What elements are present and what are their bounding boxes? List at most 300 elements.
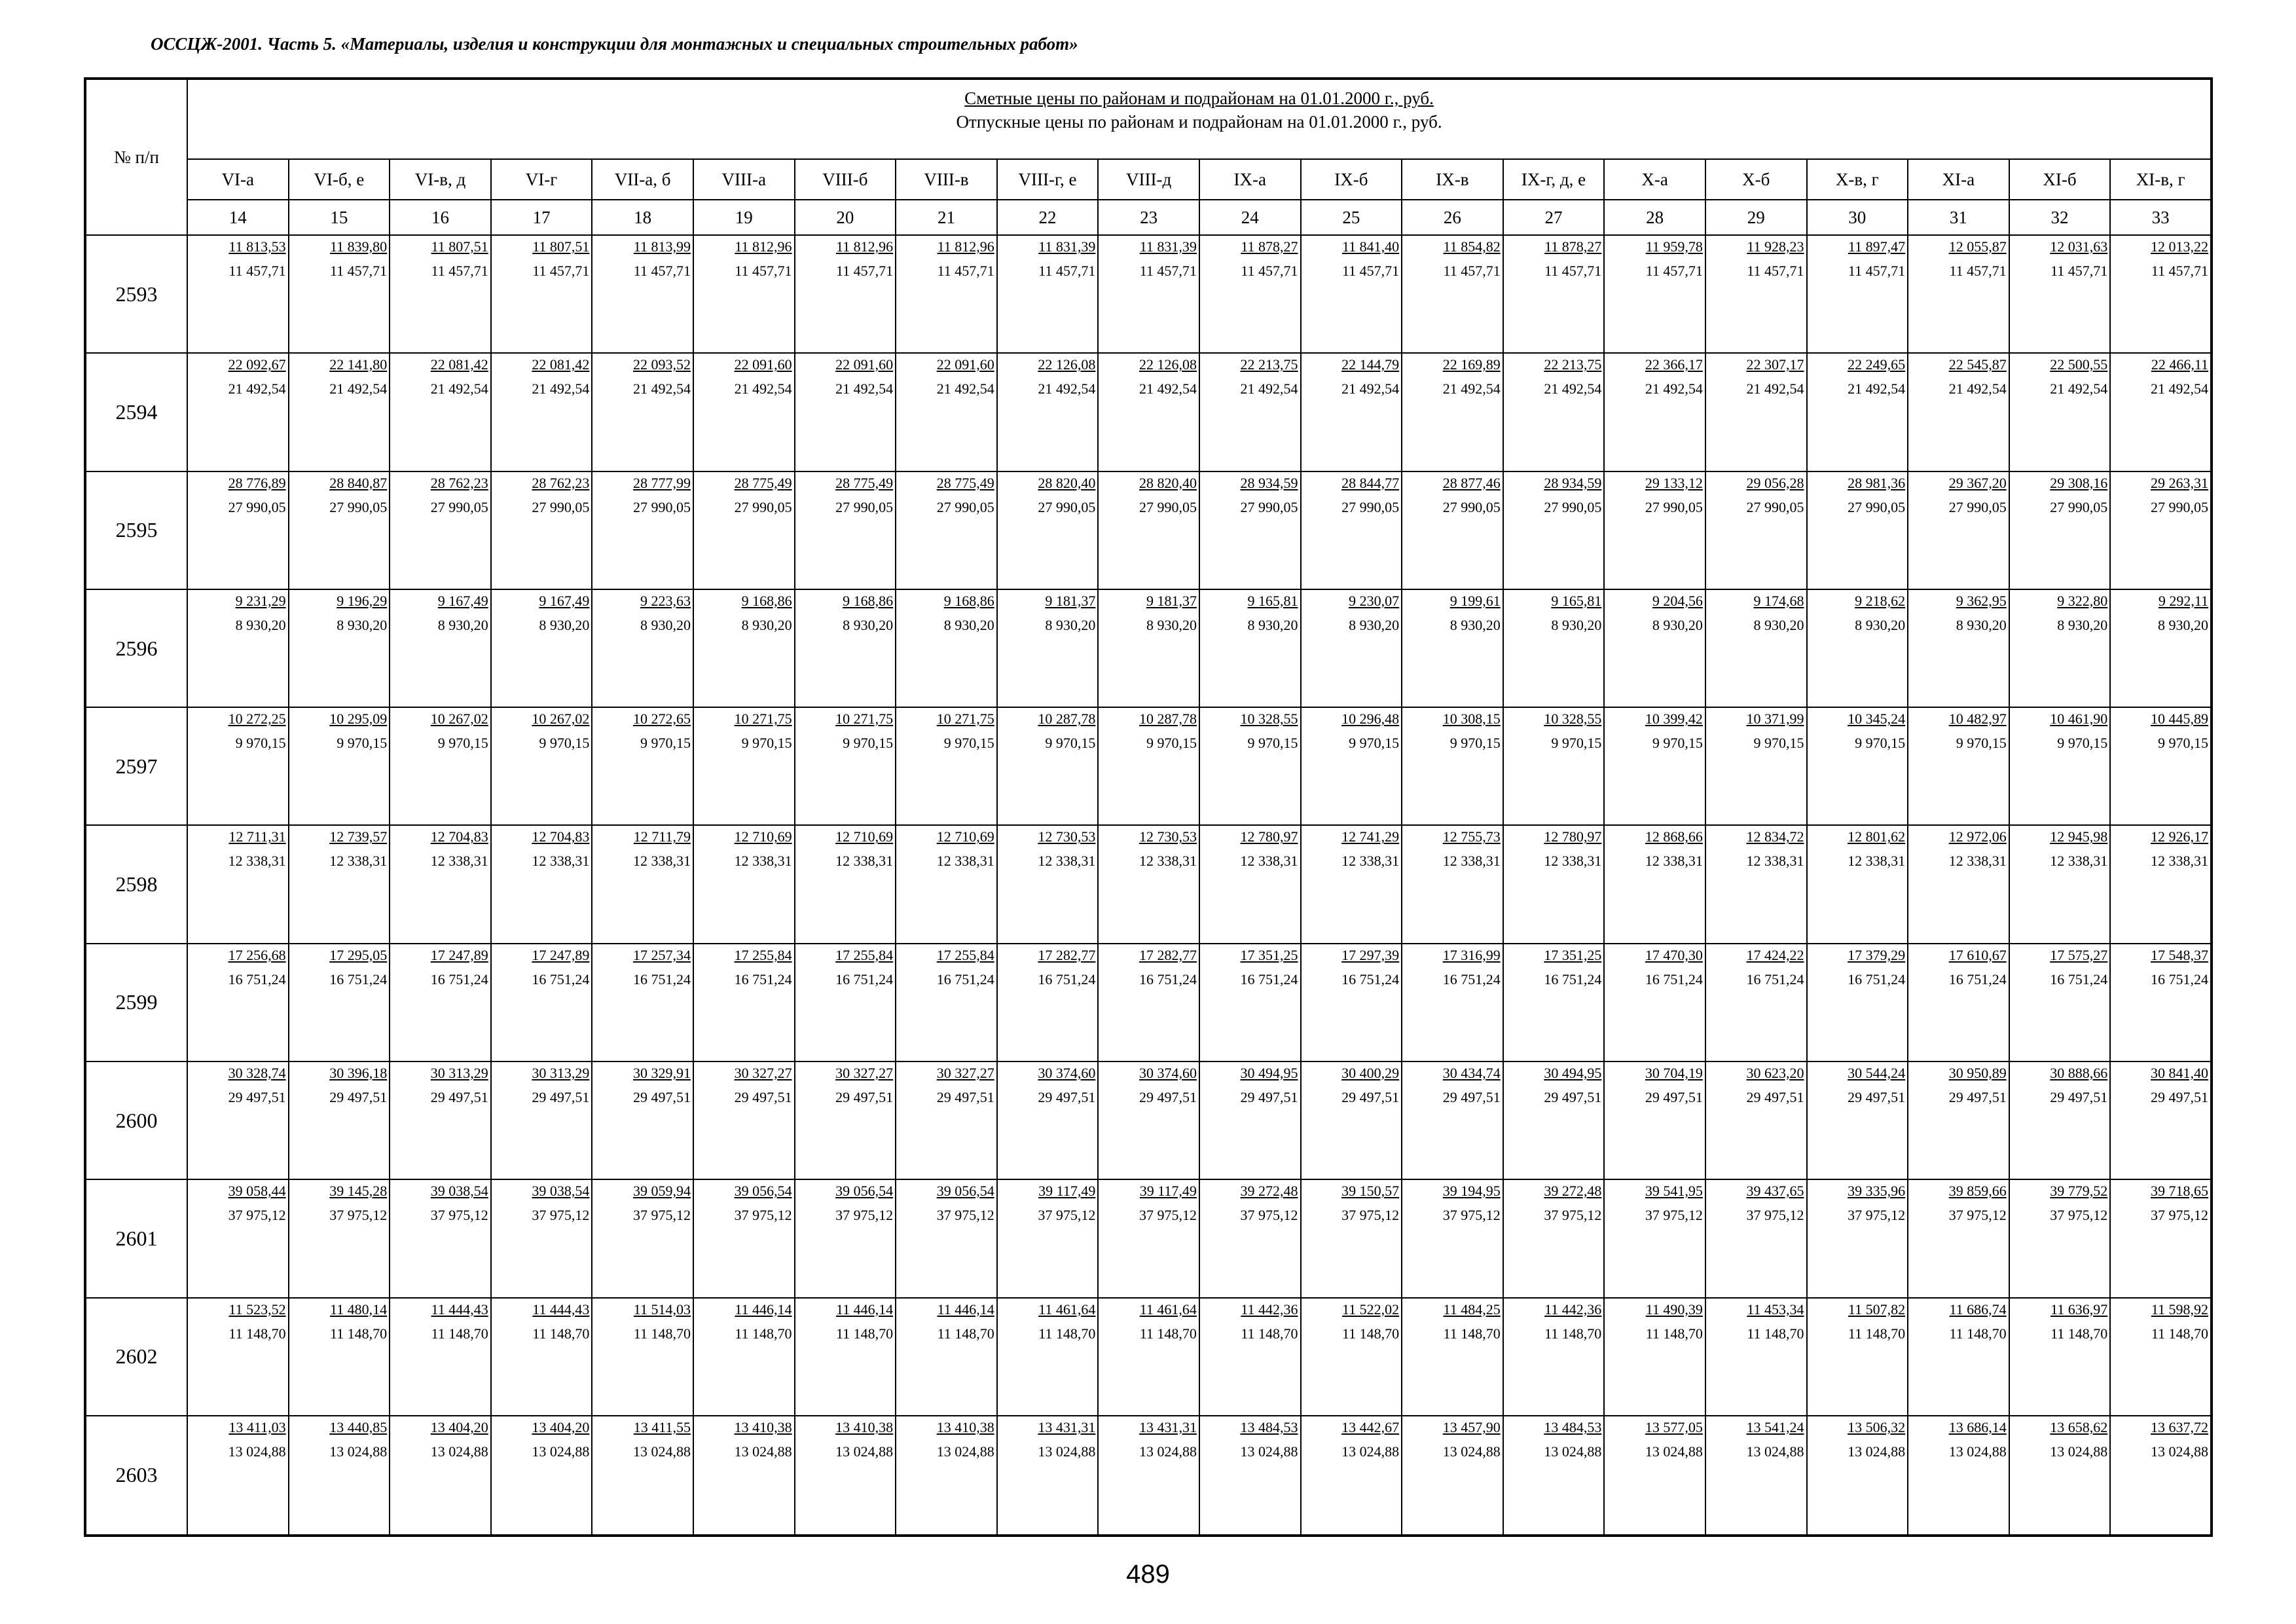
release-price: 11 148,70 bbox=[1848, 1325, 1906, 1342]
release-price: 29 497,51 bbox=[936, 1089, 994, 1106]
release-price: 8 930,20 bbox=[640, 616, 691, 633]
zone-header: VI-а bbox=[187, 159, 289, 200]
estimate-price: 17 379,29 bbox=[1848, 946, 1906, 963]
price-cell bbox=[592, 944, 693, 1061]
estimate-price: 39 056,54 bbox=[734, 1183, 792, 1200]
estimate-price: 30 328,74 bbox=[228, 1065, 286, 1082]
price-cell bbox=[2110, 707, 2212, 825]
zone-header: IX-а bbox=[1199, 159, 1301, 200]
column-number: 24 bbox=[1199, 200, 1301, 235]
release-price: 29 497,51 bbox=[1139, 1089, 1197, 1106]
price-cell bbox=[1807, 707, 1908, 825]
estimate-price: 11 444,43 bbox=[532, 1301, 590, 1318]
zone-header: VIII-в bbox=[896, 159, 997, 200]
estimate-price: 30 374,60 bbox=[1038, 1065, 1096, 1082]
release-price: 13 024,88 bbox=[1139, 1443, 1197, 1460]
price-cell bbox=[693, 471, 795, 589]
release-price: 9 970,15 bbox=[1449, 735, 1501, 752]
release-price: 11 148,70 bbox=[228, 1325, 286, 1342]
release-price: 27 990,05 bbox=[228, 498, 286, 515]
release-price: 11 148,70 bbox=[937, 1325, 994, 1342]
release-price: 37 975,12 bbox=[1139, 1207, 1197, 1224]
price-cell bbox=[1098, 1416, 1199, 1536]
estimate-price: 17 351,25 bbox=[1544, 946, 1602, 963]
table-caption bbox=[187, 79, 2212, 159]
price-cell bbox=[1199, 471, 1301, 589]
price-cell bbox=[795, 1416, 896, 1536]
price-cell bbox=[390, 353, 491, 471]
estimate-price: 39 437,65 bbox=[1746, 1183, 1804, 1200]
zone-header: XI-в, г bbox=[2110, 159, 2212, 200]
price-cell bbox=[1503, 589, 1605, 707]
release-price: 29 497,51 bbox=[1341, 1089, 1400, 1106]
release-price: 11 457,71 bbox=[431, 263, 488, 279]
price-cell bbox=[592, 235, 693, 353]
estimate-price: 17 247,89 bbox=[532, 946, 590, 963]
release-price: 11 457,71 bbox=[1747, 263, 1804, 279]
table-row bbox=[85, 707, 2212, 825]
price-cell bbox=[1402, 235, 1503, 353]
price-cell bbox=[1503, 1298, 1605, 1416]
price-cell bbox=[1908, 825, 2009, 943]
release-price: 37 975,12 bbox=[430, 1207, 488, 1224]
estimate-price: 9 168,86 bbox=[943, 592, 994, 609]
price-cell bbox=[2110, 1298, 2212, 1416]
release-price: 13 024,88 bbox=[1544, 1443, 1602, 1460]
release-price: 8 930,20 bbox=[337, 616, 388, 633]
release-price: 27 990,05 bbox=[1038, 498, 1096, 515]
price-cell bbox=[1908, 1179, 2009, 1297]
price-cell bbox=[795, 471, 896, 589]
table-row bbox=[85, 944, 2212, 1061]
price-cell bbox=[997, 1298, 1099, 1416]
estimate-price: 30 400,29 bbox=[1341, 1065, 1400, 1082]
release-price: 16 751,24 bbox=[2050, 970, 2108, 987]
price-cell bbox=[1908, 944, 2009, 1061]
price-cell bbox=[896, 1416, 997, 1536]
release-price: 12 338,31 bbox=[1544, 853, 1602, 870]
estimate-price: 9 292,11 bbox=[2158, 592, 2209, 609]
price-cell bbox=[187, 1061, 289, 1179]
price-cell bbox=[1908, 1298, 2009, 1416]
estimate-price: 13 484,53 bbox=[1240, 1418, 1298, 1435]
release-price: 16 751,24 bbox=[329, 970, 388, 987]
release-price: 13 024,88 bbox=[632, 1443, 691, 1460]
estimate-price: 13 411,03 bbox=[228, 1418, 286, 1435]
estimate-price: 22 141,80 bbox=[329, 356, 388, 373]
price-cell bbox=[390, 471, 491, 589]
estimate-price: 22 081,42 bbox=[532, 356, 590, 373]
release-price: 9 970,15 bbox=[539, 735, 590, 752]
price-cell bbox=[997, 1416, 1099, 1536]
price-cell bbox=[1402, 353, 1503, 471]
release-price: 12 338,31 bbox=[2151, 853, 2209, 870]
release-price: 29 497,51 bbox=[734, 1089, 792, 1106]
release-price: 11 148,70 bbox=[1241, 1325, 1298, 1342]
price-cell bbox=[1098, 1061, 1199, 1179]
estimate-price: 30 623,20 bbox=[1746, 1065, 1804, 1082]
estimate-price: 9 168,86 bbox=[843, 592, 894, 609]
release-price: 11 457,71 bbox=[1341, 263, 1400, 279]
release-price: 12 338,31 bbox=[329, 853, 388, 870]
release-price: 16 751,24 bbox=[430, 970, 488, 987]
release-price: 37 975,12 bbox=[835, 1207, 894, 1224]
row-number: 2601 bbox=[85, 1179, 187, 1297]
price-cell bbox=[592, 1416, 693, 1536]
release-price: 37 975,12 bbox=[1442, 1207, 1501, 1224]
price-cell bbox=[491, 1416, 592, 1536]
price-cell bbox=[2009, 353, 2111, 471]
release-price: 8 930,20 bbox=[539, 616, 590, 633]
price-cell bbox=[997, 589, 1099, 707]
release-price: 29 497,51 bbox=[2151, 1089, 2209, 1106]
price-cell bbox=[491, 1179, 592, 1297]
document-header: ОССЦЖ-2001. Часть 5. «Материалы, изделия и конструкции для монтажных и специальных строительных работ» bbox=[151, 34, 1078, 54]
price-cell bbox=[1402, 589, 1503, 707]
price-cell bbox=[997, 471, 1099, 589]
estimate-price: 30 327,27 bbox=[734, 1065, 792, 1082]
estimate-price: 12 711,79 bbox=[633, 828, 691, 845]
estimate-price: 11 841,40 bbox=[1341, 238, 1400, 255]
price-cell bbox=[997, 825, 1099, 943]
release-price: 16 751,24 bbox=[1544, 970, 1602, 987]
estimate-price: 29 263,31 bbox=[2151, 474, 2209, 491]
price-cell bbox=[896, 1179, 997, 1297]
estimate-price: 10 271,75 bbox=[936, 710, 994, 728]
estimate-price: 10 371,99 bbox=[1746, 710, 1804, 728]
caption-row bbox=[85, 79, 2212, 159]
release-price: 11 457,71 bbox=[228, 263, 286, 279]
estimate-price: 11 444,43 bbox=[431, 1301, 488, 1318]
column-number: 32 bbox=[2009, 200, 2111, 235]
estimate-price: 12 780,97 bbox=[1240, 828, 1298, 845]
release-price: 21 492,54 bbox=[329, 380, 388, 397]
estimate-price: 39 056,54 bbox=[835, 1183, 894, 1200]
estimate-price: 11 636,97 bbox=[2050, 1301, 2108, 1318]
price-cell bbox=[896, 1061, 997, 1179]
price-cell bbox=[289, 825, 390, 943]
price-cell bbox=[997, 353, 1099, 471]
price-cell bbox=[795, 1298, 896, 1416]
price-cell bbox=[1098, 825, 1199, 943]
price-cell bbox=[1705, 353, 1807, 471]
price-cell bbox=[1402, 1298, 1503, 1416]
estimate-price: 30 950,89 bbox=[1948, 1065, 2007, 1082]
release-price: 21 492,54 bbox=[1442, 380, 1501, 397]
release-price: 12 338,31 bbox=[2050, 853, 2108, 870]
release-price: 11 457,71 bbox=[1544, 263, 1602, 279]
release-price: 11 148,70 bbox=[1139, 1325, 1197, 1342]
release-price: 11 148,70 bbox=[2151, 1325, 2209, 1342]
release-price: 11 148,70 bbox=[735, 1325, 792, 1342]
zone-header: X-в, г bbox=[1807, 159, 1908, 200]
price-cell bbox=[2110, 1061, 2212, 1179]
price-cell bbox=[693, 944, 795, 1061]
release-price: 12 338,31 bbox=[228, 853, 286, 870]
estimate-price: 39 056,54 bbox=[936, 1183, 994, 1200]
price-cell bbox=[592, 471, 693, 589]
release-price: 21 492,54 bbox=[2050, 380, 2108, 397]
release-price: 27 990,05 bbox=[329, 498, 388, 515]
release-price: 21 492,54 bbox=[1139, 380, 1197, 397]
table-row bbox=[85, 471, 2212, 589]
release-price: 21 492,54 bbox=[1240, 380, 1298, 397]
release-price: 27 990,05 bbox=[430, 498, 488, 515]
price-cell bbox=[693, 1298, 795, 1416]
release-price: 11 148,70 bbox=[330, 1325, 388, 1342]
estimate-price: 10 296,48 bbox=[1341, 710, 1400, 728]
price-cell bbox=[1705, 944, 1807, 1061]
price-cell bbox=[491, 1298, 592, 1416]
row-number: 2603 bbox=[85, 1416, 187, 1536]
price-cell bbox=[1402, 471, 1503, 589]
zone-header: VI-б, е bbox=[289, 159, 390, 200]
estimate-price: 22 126,08 bbox=[1139, 356, 1197, 373]
estimate-price: 30 374,60 bbox=[1139, 1065, 1197, 1082]
estimate-price: 39 779,52 bbox=[2050, 1183, 2108, 1200]
estimate-price: 12 780,97 bbox=[1544, 828, 1602, 845]
release-price: 16 751,24 bbox=[532, 970, 590, 987]
release-price: 9 970,15 bbox=[943, 735, 994, 752]
release-price: 16 751,24 bbox=[1442, 970, 1501, 987]
price-cell bbox=[1503, 707, 1605, 825]
estimate-price: 10 271,75 bbox=[734, 710, 792, 728]
price-cell bbox=[693, 1416, 795, 1536]
estimate-price: 12 926,17 bbox=[2151, 828, 2209, 845]
estimate-price: 11 598,92 bbox=[2151, 1301, 2209, 1318]
release-price: 12 338,31 bbox=[1848, 853, 1906, 870]
estimate-price: 11 522,02 bbox=[1341, 1301, 1400, 1318]
release-price: 12 338,31 bbox=[532, 853, 590, 870]
price-cell bbox=[1402, 707, 1503, 825]
price-cell bbox=[693, 353, 795, 471]
release-price: 12 338,31 bbox=[1746, 853, 1804, 870]
price-cell bbox=[1807, 1179, 1908, 1297]
release-price: 37 975,12 bbox=[329, 1207, 388, 1224]
estimate-price: 39 541,95 bbox=[1645, 1183, 1703, 1200]
release-price: 8 930,20 bbox=[1753, 616, 1804, 633]
price-cell bbox=[390, 944, 491, 1061]
release-price: 37 975,12 bbox=[1948, 1207, 2007, 1224]
price-cell bbox=[1705, 589, 1807, 707]
row-number: 2594 bbox=[85, 353, 187, 471]
estimate-price: 10 345,24 bbox=[1848, 710, 1906, 728]
row-number: 2595 bbox=[85, 471, 187, 589]
price-cell bbox=[491, 589, 592, 707]
release-price: 16 751,24 bbox=[1240, 970, 1298, 987]
estimate-price: 11 878,27 bbox=[1241, 238, 1298, 255]
release-price: 16 751,24 bbox=[936, 970, 994, 987]
estimate-price: 17 575,27 bbox=[2050, 946, 2108, 963]
release-price: 29 497,51 bbox=[1038, 1089, 1096, 1106]
price-cell bbox=[1604, 707, 1705, 825]
estimate-price: 9 167,49 bbox=[437, 592, 488, 609]
caption-estimate: Сметные цены по районам и подрайонам на 01.01.2000 г., руб. bbox=[964, 88, 1434, 108]
estimate-price: 28 844,77 bbox=[1341, 474, 1400, 491]
table-row bbox=[85, 1179, 2212, 1297]
release-price: 11 148,70 bbox=[633, 1325, 691, 1342]
price-cell bbox=[187, 1416, 289, 1536]
estimate-price: 11 897,47 bbox=[1848, 238, 1906, 255]
price-cell bbox=[491, 353, 592, 471]
estimate-price: 28 762,23 bbox=[430, 474, 488, 491]
price-cell bbox=[1098, 471, 1199, 589]
release-price: 13 024,88 bbox=[936, 1443, 994, 1460]
estimate-price: 10 328,55 bbox=[1240, 710, 1298, 728]
estimate-price: 10 267,02 bbox=[430, 710, 488, 728]
release-price: 27 990,05 bbox=[1848, 498, 1906, 515]
table-row bbox=[85, 353, 2212, 471]
estimate-price: 39 859,66 bbox=[1948, 1183, 2007, 1200]
release-price: 37 975,12 bbox=[1848, 1207, 1906, 1224]
row-number: 2598 bbox=[85, 825, 187, 943]
price-cell bbox=[795, 1179, 896, 1297]
estimate-price: 9 196,29 bbox=[337, 592, 388, 609]
price-cell bbox=[187, 589, 289, 707]
price-cell bbox=[592, 1061, 693, 1179]
release-price: 27 990,05 bbox=[1544, 498, 1602, 515]
estimate-price: 17 297,39 bbox=[1341, 946, 1400, 963]
price-cell bbox=[2110, 1179, 2212, 1297]
release-price: 9 970,15 bbox=[1855, 735, 1906, 752]
price-cell bbox=[1098, 707, 1199, 825]
zone-header: X-а bbox=[1604, 159, 1705, 200]
estimate-price: 11 442,36 bbox=[1241, 1301, 1298, 1318]
release-price: 8 930,20 bbox=[1146, 616, 1197, 633]
price-cell bbox=[896, 1298, 997, 1416]
estimate-price: 11 831,39 bbox=[1038, 238, 1096, 255]
release-price: 21 492,54 bbox=[835, 380, 894, 397]
release-price: 11 148,70 bbox=[1747, 1325, 1804, 1342]
release-price: 8 930,20 bbox=[235, 616, 286, 633]
release-price: 13 024,88 bbox=[1645, 1443, 1703, 1460]
estimate-price: 9 362,95 bbox=[1956, 592, 2007, 609]
estimate-price: 11 878,27 bbox=[1544, 238, 1602, 255]
release-price: 8 930,20 bbox=[1449, 616, 1501, 633]
price-cell bbox=[289, 1416, 390, 1536]
price-cell bbox=[1098, 1179, 1199, 1297]
release-price: 27 990,05 bbox=[1139, 498, 1197, 515]
release-price: 29 497,51 bbox=[228, 1089, 286, 1106]
estimate-price: 28 840,87 bbox=[329, 474, 388, 491]
price-cell bbox=[2009, 1179, 2111, 1297]
estimate-price: 17 255,84 bbox=[835, 946, 894, 963]
estimate-price: 12 704,83 bbox=[532, 828, 590, 845]
release-price: 11 148,70 bbox=[835, 1325, 894, 1342]
estimate-price: 22 545,87 bbox=[1948, 356, 2007, 373]
release-price: 27 990,05 bbox=[936, 498, 994, 515]
estimate-price: 30 888,66 bbox=[2050, 1065, 2108, 1082]
price-cell bbox=[2009, 1061, 2111, 1179]
release-price: 11 148,70 bbox=[2050, 1325, 2108, 1342]
price-cell bbox=[1503, 1416, 1605, 1536]
row-number: 2599 bbox=[85, 944, 187, 1061]
price-cell bbox=[1199, 944, 1301, 1061]
estimate-price: 12 710,69 bbox=[734, 828, 792, 845]
release-price: 29 497,51 bbox=[2050, 1089, 2108, 1106]
estimate-price: 29 308,16 bbox=[2050, 474, 2108, 491]
zone-row bbox=[85, 159, 2212, 200]
estimate-price: 29 056,28 bbox=[1746, 474, 1804, 491]
price-cell bbox=[2110, 944, 2212, 1061]
estimate-price: 10 272,65 bbox=[632, 710, 691, 728]
table-row bbox=[85, 1061, 2212, 1179]
estimate-price: 29 367,20 bbox=[1948, 474, 2007, 491]
price-cell bbox=[1301, 825, 1402, 943]
price-cell bbox=[1908, 707, 2009, 825]
estimate-price: 22 126,08 bbox=[1038, 356, 1096, 373]
estimate-price: 11 480,14 bbox=[330, 1301, 388, 1318]
estimate-price: 10 461,90 bbox=[2050, 710, 2108, 728]
estimate-price: 11 507,82 bbox=[1848, 1301, 1906, 1318]
estimate-price: 17 256,68 bbox=[228, 946, 286, 963]
price-cell bbox=[1705, 707, 1807, 825]
release-price: 8 930,20 bbox=[1551, 616, 1602, 633]
release-price: 9 970,15 bbox=[1753, 735, 1804, 752]
release-price: 11 457,71 bbox=[1241, 263, 1298, 279]
estimate-price: 12 710,69 bbox=[936, 828, 994, 845]
estimate-price: 13 484,53 bbox=[1544, 1418, 1602, 1435]
release-price: 9 970,15 bbox=[741, 735, 792, 752]
release-price: 27 990,05 bbox=[1645, 498, 1703, 515]
price-cell bbox=[2009, 471, 2111, 589]
estimate-price: 13 410,38 bbox=[734, 1418, 792, 1435]
price-cell bbox=[592, 589, 693, 707]
release-price: 11 457,71 bbox=[1038, 263, 1096, 279]
price-cell bbox=[187, 235, 289, 353]
estimate-price: 22 307,17 bbox=[1746, 356, 1804, 373]
release-price: 11 457,71 bbox=[1949, 263, 2007, 279]
price-cell bbox=[1807, 1416, 1908, 1536]
price-cell bbox=[289, 353, 390, 471]
estimate-price: 17 255,84 bbox=[734, 946, 792, 963]
release-price: 11 457,71 bbox=[2050, 263, 2108, 279]
price-cell bbox=[2009, 1416, 2111, 1536]
release-price: 8 930,20 bbox=[843, 616, 894, 633]
release-price: 13 024,88 bbox=[1442, 1443, 1501, 1460]
release-price: 27 990,05 bbox=[1341, 498, 1400, 515]
estimate-price: 9 204,56 bbox=[1652, 592, 1703, 609]
release-price: 21 492,54 bbox=[1038, 380, 1096, 397]
column-number: 17 bbox=[491, 200, 592, 235]
price-cell bbox=[592, 1298, 693, 1416]
estimate-price: 9 167,49 bbox=[539, 592, 590, 609]
estimate-price: 13 637,72 bbox=[2151, 1418, 2209, 1435]
estimate-price: 30 544,24 bbox=[1848, 1065, 1906, 1082]
price-cell bbox=[1503, 1061, 1605, 1179]
estimate-price: 9 174,68 bbox=[1753, 592, 1804, 609]
price-cell bbox=[1705, 1298, 1807, 1416]
release-price: 12 338,31 bbox=[835, 853, 894, 870]
estimate-price: 11 813,99 bbox=[633, 238, 691, 255]
price-cell bbox=[1604, 589, 1705, 707]
column-number: 31 bbox=[1908, 200, 2009, 235]
estimate-price: 17 255,84 bbox=[936, 946, 994, 963]
price-cell bbox=[997, 235, 1099, 353]
release-price: 8 930,20 bbox=[1652, 616, 1703, 633]
estimate-price: 13 431,31 bbox=[1038, 1418, 1096, 1435]
price-cell bbox=[1604, 944, 1705, 1061]
release-price: 11 148,70 bbox=[431, 1325, 488, 1342]
release-price: 13 024,88 bbox=[734, 1443, 792, 1460]
estimate-price: 9 165,81 bbox=[1247, 592, 1298, 609]
column-number: 25 bbox=[1301, 200, 1402, 235]
estimate-price: 22 144,79 bbox=[1341, 356, 1400, 373]
estimate-price: 17 282,77 bbox=[1139, 946, 1197, 963]
estimate-price: 30 329,91 bbox=[632, 1065, 691, 1082]
estimate-price: 22 249,65 bbox=[1848, 356, 1906, 373]
release-price: 11 148,70 bbox=[1341, 1325, 1400, 1342]
